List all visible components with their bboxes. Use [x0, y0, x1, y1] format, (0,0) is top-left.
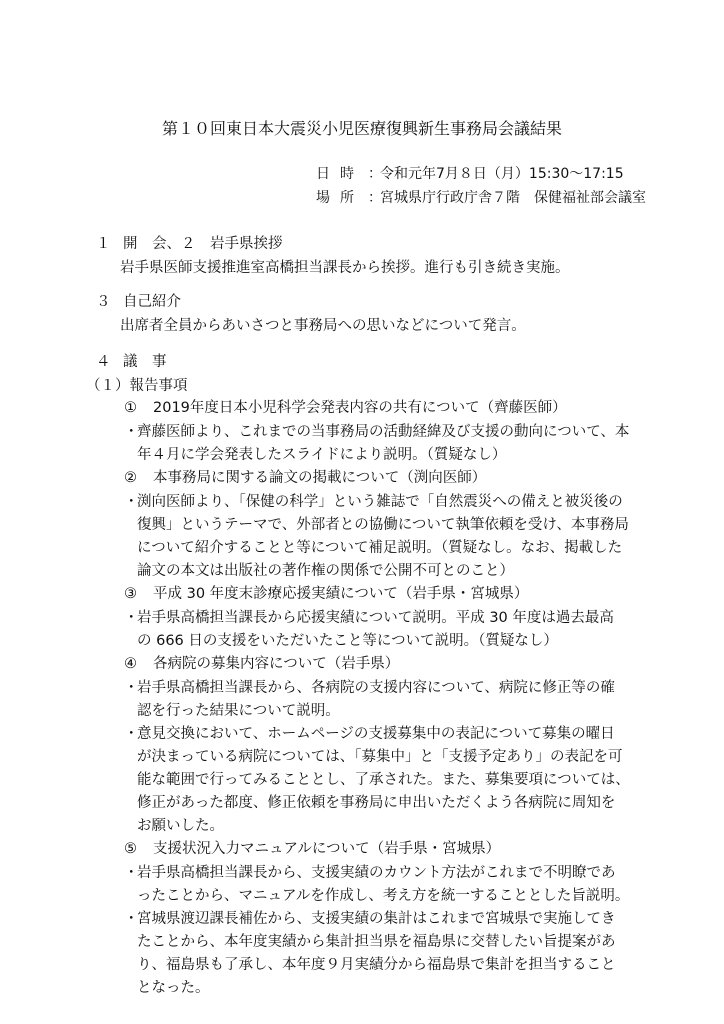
section-1-body: 岩手県医師支援推進室高橋担当課長から挨拶。進行も引き続き実施。 [120, 260, 570, 276]
item-5-line: り、福島県も了承し、本年度９月実績分から福島県で集計を担当すること [137, 957, 616, 973]
item-2-line: 復興」というテーマで、外部者との協働について執筆依頼を受け、本事務局 [137, 517, 629, 533]
document-title: 第１０回東日本大震災小児医療復興新生事務局会議結果 [161, 119, 562, 138]
item-3-line: の 666 日の支援をいただいたこと等について説明。（質疑なし） [137, 633, 558, 649]
item-2-line: 渕向医師より、「保健の科学」という雑誌で「自然震災への備えと被災後の [137, 494, 623, 510]
subsection-report: （１）報告事項 [86, 378, 188, 394]
item-4-line: 認を行った結果について説明。 [137, 703, 340, 719]
item-1-line: 年４月に学会発表したスライドにより説明。（質疑なし） [137, 447, 507, 463]
item-4-line: 能な範囲で行ってみることとし、了承された。また、募集要項については、 [137, 772, 630, 788]
section-3-heading: ３ 自己紹介 [96, 294, 181, 310]
item-5-line: たことから、本年度実績から集計担当県を福島県に交替したい旨提案があ [137, 934, 616, 950]
place-label: 場所 [316, 190, 364, 206]
item-5-line: 宮城県渡辺課長補佐から、支援実績の集計はこれまで宮城県で実施してき [137, 911, 616, 927]
section-3-body: 出席者全員からあいさつと事務局への思いなどについて発言。 [120, 318, 526, 334]
agenda-item-2: ② 本事務局に関する論文の掲載について（渕向医師） [124, 470, 487, 486]
section-1-heading: １ 開 会、２ 岩手県挨拶 [96, 236, 283, 252]
item-4-line: が決まっている病院については、「募集中」と「支援予定あり」の表記を可 [137, 749, 623, 765]
bullet-dot: ・ [124, 424, 139, 440]
item-1-line: 齊藤医師より、これまでの当事務局の活動経緯及び支援の動向について、本 [137, 424, 630, 440]
bullet-dot: ・ [124, 865, 139, 881]
item-3-line: 岩手県高橋担当課長から応援実績について説明。平成 30 年度は過去最高 [137, 610, 614, 626]
bullet-dot: ・ [124, 911, 139, 927]
agenda-item-1: ① 2019年度日本小児科学会発表内容の共有について（齊藤医師） [124, 400, 567, 416]
bullet-dot: ・ [124, 494, 139, 510]
agenda-item-5: ⑤ 支援状況入力マニュアルについて（岩手県・宮城県） [124, 841, 501, 857]
date-label: 日時 [316, 166, 364, 182]
bullet-dot: ・ [124, 680, 139, 696]
item-2-line: 論文の本文は出版社の著作権の関係で公開不可とのこと） [137, 563, 514, 579]
item-4-line: 意見交換において、ホームページの支援募集中の表記について募集の曜日 [137, 726, 615, 742]
item-5-line: 岩手県高橋担当課長から、支援実績のカウント方法がこれまで不明瞭であ [137, 865, 616, 881]
agenda-item-3: ③ 平成 30 年度末診療応援実績について（岩手県・宮城県） [124, 586, 529, 602]
meeting-date: 日時 ：令和元年7月８日（月）15:30～17:15 [316, 162, 624, 186]
meeting-place: 場所 ：宮城県庁行政庁舎７階 保健福祉部会議室 [316, 186, 646, 210]
date-value: 令和元年7月８日（月）15:30～17:15 [380, 166, 624, 182]
place-value: 宮城県庁行政庁舎７階 保健福祉部会議室 [380, 190, 646, 206]
item-2-line: について紹介することと等について補足説明。（質疑なし。なお、掲載した [137, 540, 623, 556]
item-4-line: お願いした。 [137, 818, 224, 834]
section-4-heading: ４ 議 事 [96, 354, 167, 370]
item-4-line: 修正があった都度、修正依頼を事務局に申出いただくよう各病院に周知を [137, 795, 616, 811]
agenda-item-4: ④ 各病院の募集内容について（岩手県） [124, 656, 400, 672]
item-4-line: 岩手県高橋担当課長から、各病院の支援内容について、病院に修正等の確 [137, 680, 615, 696]
bullet-dot: ・ [124, 610, 139, 626]
bullet-dot: ・ [124, 726, 139, 742]
item-5-line: ったことから、マニュアルを作成し、考え方を統一することとした旨説明。 [137, 888, 630, 904]
item-5-line: となった。 [137, 980, 210, 996]
